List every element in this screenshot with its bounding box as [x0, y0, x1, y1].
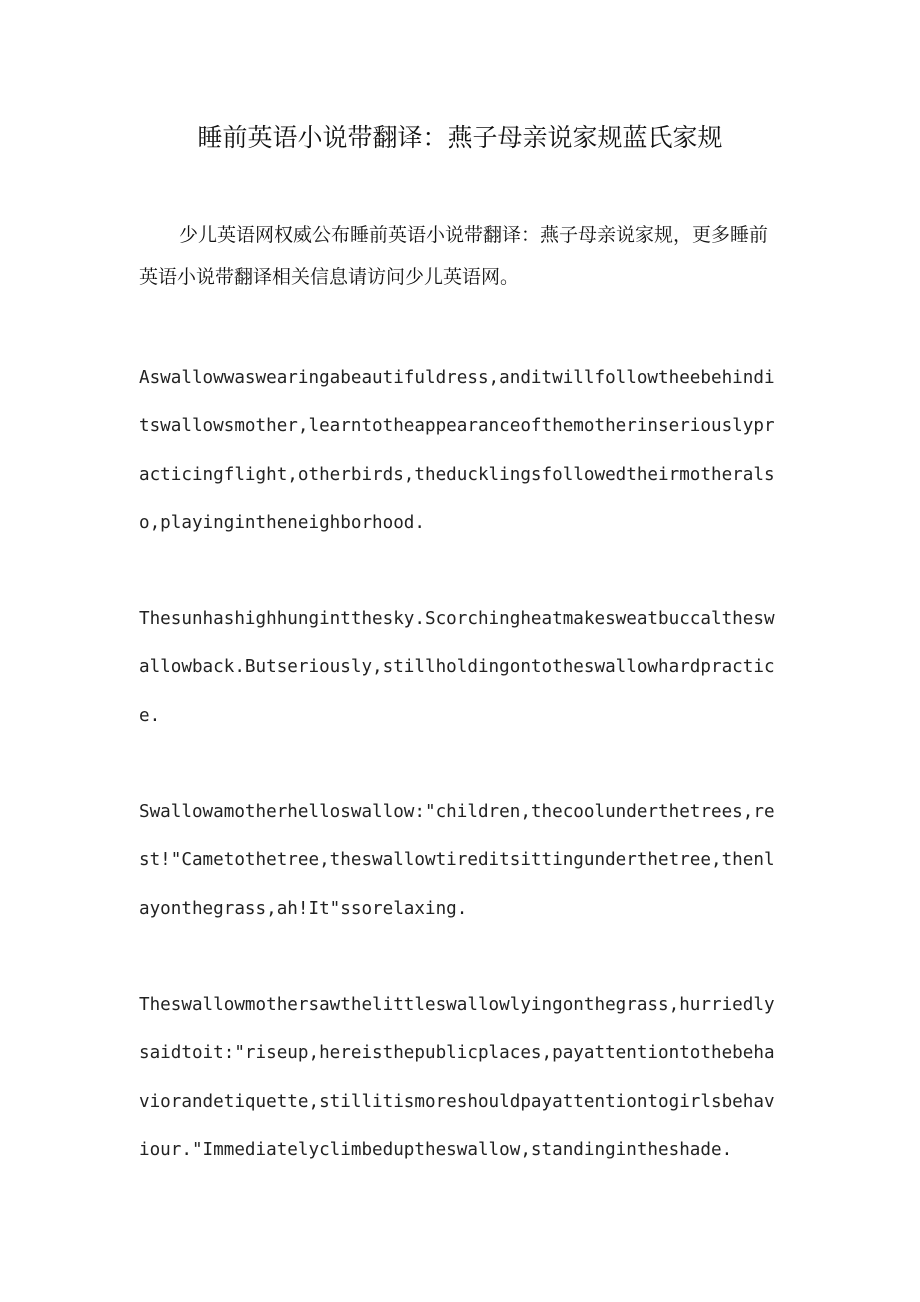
story-paragraph-3: Swallowamotherhelloswallow:"children,thecoolunderthetrees,rest!"Cametothetree,theswallowtireditsittingunderthetree,thenlayonthegrass,ah!It"ssorelaxing.	[139, 802, 775, 919]
story-paragraph-4: Theswallowmothersawthelittleswallowlyingonthegrass,hurriedlysaidtoit:"riseup,hereisthepublicplaces,payattentiontothebehaviorandetiquette,stillitismoreshouldpayattentiontogirlsbehaviour."Immediatelyclimbeduptheswallow,standingintheshade.	[139, 995, 775, 1160]
story-paragraph-2: Thesunhashighhungintthesky.Scorchingheatmakesweatbuccaltheswallowback.Butseriously,stillholdingontotheswallowhardpractice.	[139, 609, 775, 726]
intro-paragraph: 少儿英语网权威公布睡前英语小说带翻译：燕子母亲说家规，更多睡前英语小说带翻译相关信息请访问少儿英语网。	[139, 224, 769, 288]
story-paragraph-1: Aswallowwaswearingabeautifuldress,anditwillfollowtheebehinditswallowsmother,learntotheappearanceofthemotherinseriouslypracticingflight,otherbirds,theducklingsfollowedtheirmotheralso,playingintheneighborhood.	[139, 368, 775, 533]
document-title: 睡前英语小说带翻译：燕子母亲说家规蓝氏家规	[197, 123, 723, 152]
